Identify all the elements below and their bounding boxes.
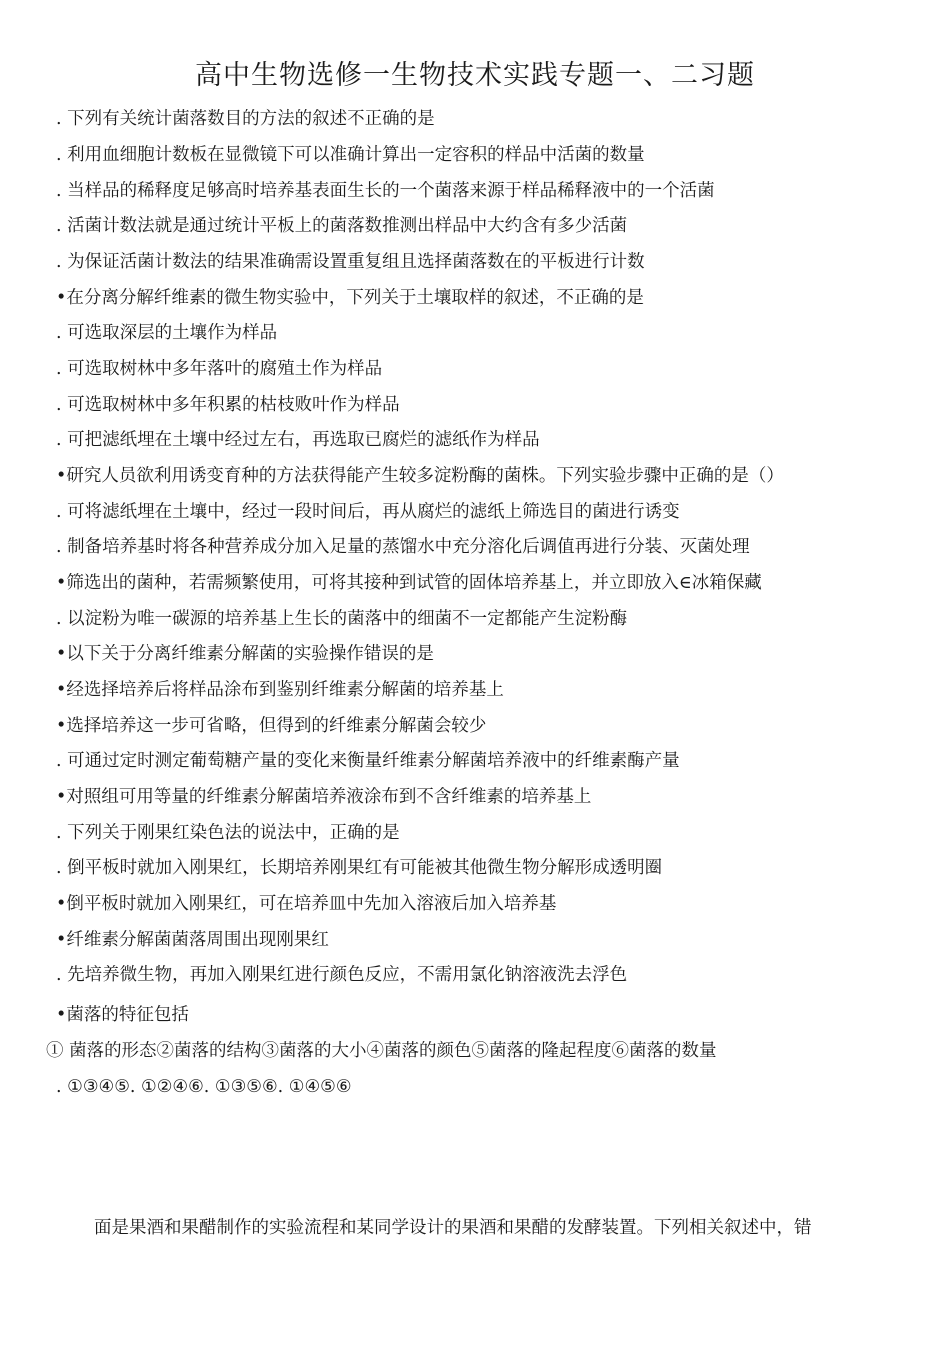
question-line: . 下列关于刚果红染色法的说法中，正确的是 (56, 823, 400, 843)
answer-choices-line: . ①③④⑤. ①②④⑥. ①③⑤⑥. ①④⑤⑥ (56, 1077, 352, 1097)
option-line: . 倒平板时就加入刚果红，长期培养刚果红有可能被其他微生物分解形成透明圈 (56, 858, 663, 878)
option-line: . 为保证活菌计数法的结果准确需设置重复组且选择菌落数在的平板进行计数 (56, 252, 645, 272)
option-line: . 可将滤纸埋在土壤中，经过一段时间后，再从腐烂的滤纸上筛选目的菌进行诱变 (56, 502, 680, 522)
question-line: •在分离分解纤维素的微生物实验中，下列关于土壤取样的叙述，不正确的是 (56, 288, 644, 308)
option-line: . 可选取树林中多年落叶的腐殖土作为样品 (56, 359, 383, 379)
feature-list-line: ① 菌落的形态②菌落的结构③菌落的大小④菌落的颜色⑤菌落的隆起程度⑥菌落的数量 (46, 1041, 717, 1061)
option-line: •纤维素分解菌菌落周围出现刚果红 (56, 930, 329, 950)
option-line: . 活菌计数法就是通过统计平板上的菌落数推测出样品中大约含有多少活菌 (56, 216, 628, 236)
option-line: . 先培养微生物，再加入刚果红进行颜色反应，不需用氯化钠溶液洗去浮色 (56, 965, 628, 985)
page-title: 高中生物选修一生物技术实践专题一、二习题 (195, 60, 755, 91)
option-line: . 以淀粉为唯一碳源的培养基上生长的菌落中的细菌不一定都能产生淀粉酶 (56, 609, 628, 629)
option-line: . 利用血细胞计数板在显微镜下可以准确计算出一定容积的样品中活菌的数量 (56, 145, 645, 165)
option-line: . 当样品的稀释度足够高时培养基表面生长的一个菌落来源于样品稀释液中的一个活菌 (56, 181, 715, 201)
question-line: . 下列有关统计菌落数目的方法的叙述不正确的是 (56, 109, 435, 129)
question-line: •以下关于分离纤维素分解菌的实验操作错误的是 (56, 644, 434, 664)
option-line: •选择培养这一步可省略，但得到的纤维素分解菌会较少 (56, 716, 487, 736)
question-line: •菌落的特征包括 (56, 1005, 189, 1025)
option-line: . 可选取树林中多年积累的枯枝败叶作为样品 (56, 395, 400, 415)
question-line: •研究人员欲利用诱变育种的方法获得能产生较多淀粉酶的菌株。下列实验步骤中正确的是（） (56, 466, 784, 486)
option-line: . 可通过定时测定葡萄糖产量的变化来衡量纤维素分解菌培养液中的纤维素酶产量 (56, 751, 680, 771)
option-line: •经选择培养后将样品涂布到鉴别纤维素分解菌的培养基上 (56, 680, 504, 700)
next-question-paragraph: 面是果酒和果醋制作的实验流程和某同学设计的果酒和果醋的发酵装置。下列相关叙述中，错 (94, 1218, 812, 1238)
option-line: •对照组可用等量的纤维素分解菌培养液涂布到不含纤维素的培养基上 (56, 787, 592, 807)
option-line: •筛选出的菌种，若需频繁使用，可将其接种到试管的固体培养基上，并立即放入∈冰箱保藏 (56, 573, 762, 593)
option-line: •倒平板时就加入刚果红，可在培养皿中先加入溶液后加入培养基 (56, 894, 557, 914)
option-line: . 可把滤纸埋在土壤中经过左右，再选取已腐烂的滤纸作为样品 (56, 430, 540, 450)
option-line: . 制备培养基时将各种营养成分加入足量的蒸馏水中充分溶化后调值再进行分装、灭菌处理 (56, 537, 750, 557)
option-line: . 可选取深层的土壤作为样品 (56, 323, 278, 343)
